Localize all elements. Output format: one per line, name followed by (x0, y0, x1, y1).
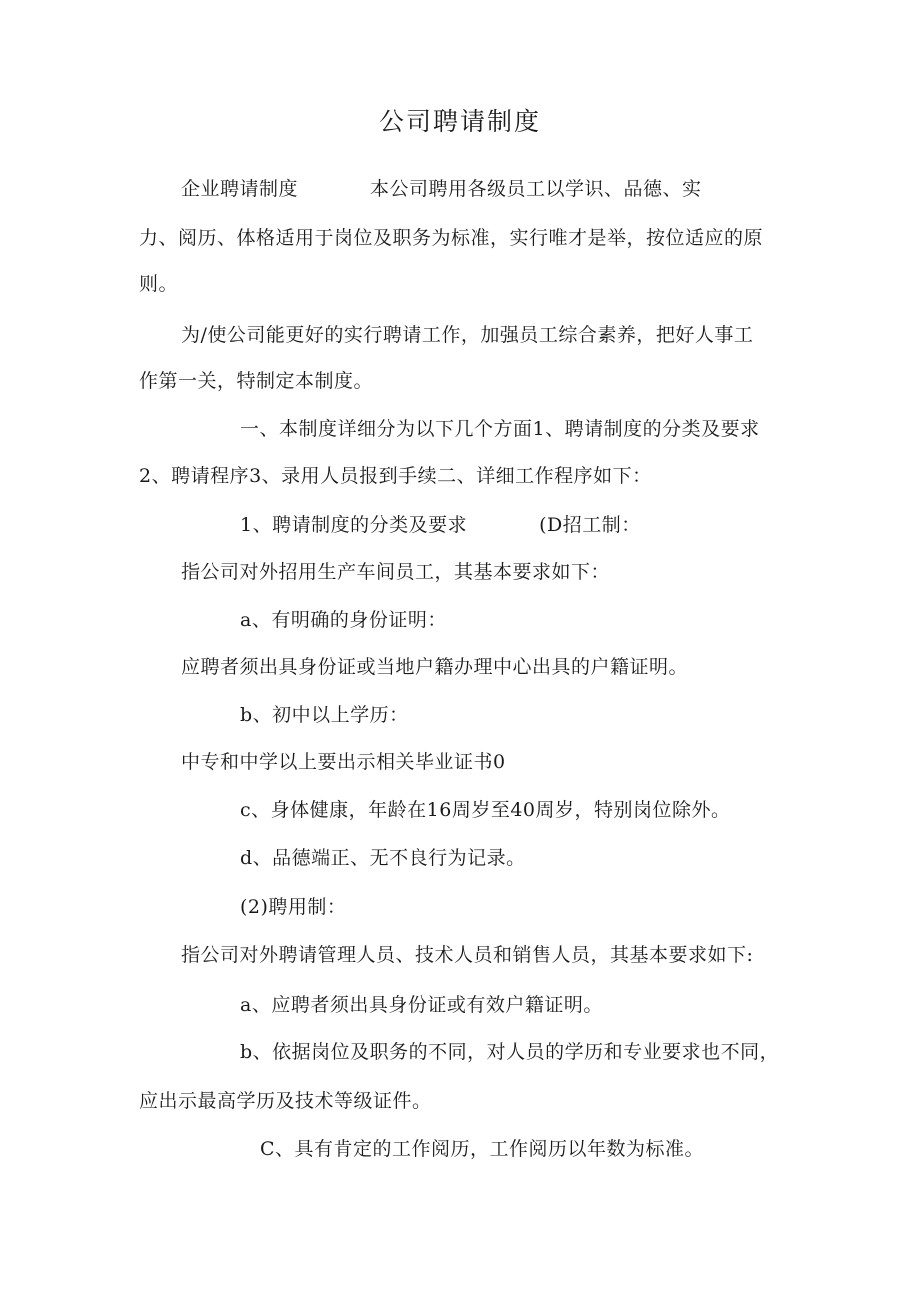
purpose-line-2: 作第一关，特制定本制度。 (139, 370, 374, 392)
intro-lead: 本公司聘用各级员工以学识、品德、实 (370, 178, 702, 200)
section1-heading-line (240, 513, 641, 537)
section1-item-d: d、品德端正、无不良行为记录。 (240, 847, 526, 869)
outline-line-1: 一、本制度详细分为以下几个方面1、聘请制度的分类及要求 (240, 418, 760, 440)
intro-first-line (181, 177, 702, 201)
section2-description: 指公司对外聘请管理人员、技术人员和销售人员，其基本要求如下: (181, 944, 754, 966)
outline-line-2: 2、聘请程序3、录用人员报到手续二、详细工作程序如下： (139, 465, 652, 487)
section1-heading: 1、聘请制度的分类及要求 (240, 514, 468, 536)
section2-item-b-line-1: b、依据岗位及职务的不同，对人员的学历和专业要求也不同， (240, 1041, 780, 1063)
section1-item-b-text: 中专和中学以上要出示相关毕业证书0 (181, 751, 506, 773)
section2-item-b-line-2: 应出示最高学历及技术等级证件。 (139, 1090, 432, 1112)
section1-item-b: b、初中以上学历： (240, 704, 409, 726)
section1-description: 指公司对外招用生产车间员工，其基本要求如下： (181, 561, 611, 583)
intro-continuation-1: 力、阅历、体格适用于岗位及职务为标准，实行唯才是举，按位适应的原 (139, 227, 764, 249)
section2-item-a: a、应聘者须出具身份证或有效户籍证明。 (240, 994, 603, 1016)
document-title: 公司聘请制度 (378, 107, 541, 136)
purpose-line-1: 为/使公司能更好的实行聘请工作，加强员工综合素养，把好人事工 (181, 324, 754, 346)
section1-item-a-text: 应聘者须出具身份证或当地户籍办理中心出具的户籍证明。 (181, 656, 689, 678)
section1-item-a: a、有明确的身份证明： (240, 609, 447, 631)
section2-heading: (2)聘用制： (240, 896, 347, 918)
intro-continuation-2: 则。 (139, 273, 179, 295)
section2-item-c: C、具有肯定的工作阅历，工作阅历以年数为标准。 (260, 1138, 705, 1160)
intro-label: 企业聘请制度 (181, 178, 299, 200)
section1-sub: (D招工制： (539, 514, 641, 536)
section1-item-c: c、身体健康，年龄在16周岁至40周岁，特别岗位除外。 (240, 799, 731, 821)
